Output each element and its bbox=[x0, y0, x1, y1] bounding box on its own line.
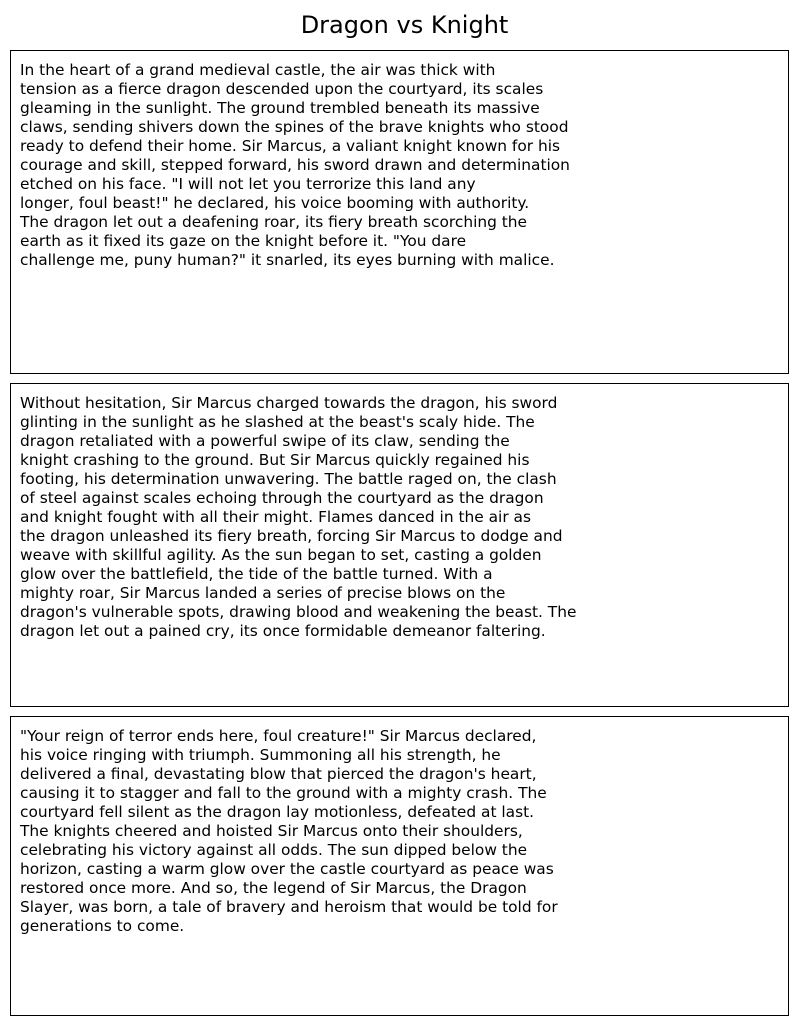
text-line: weave with skillful agility. As the sun began to set, casting a golden bbox=[20, 546, 542, 564]
text-line: dragon retaliated with a powerful swipe of its claw, sending the bbox=[20, 432, 510, 450]
text-line: The dragon let out a deafening roar, its fiery breath scorching the bbox=[20, 213, 528, 231]
text-line: ready to defend their home. Sir Marcus, a valiant knight known for his bbox=[20, 137, 561, 155]
panel-1-text bbox=[20, 61, 570, 270]
panel-2-text bbox=[20, 394, 576, 641]
text-line: glinting in the sunlight as he slashed at the beast's scaly hide. The bbox=[20, 413, 535, 431]
text-line: generations to come. bbox=[20, 917, 185, 935]
text-line: Slayer, was born, a tale of bravery and heroism that would be told for bbox=[20, 898, 558, 916]
text-line: dragon let out a pained cry, its once formidable demeanor faltering. bbox=[20, 622, 546, 640]
text-line: earth as it fixed its gaze on the knight before it. "You dare bbox=[20, 232, 467, 250]
text-line: tension as a fierce dragon descended upon the courtyard, its scales bbox=[20, 80, 544, 98]
text-line: of steel against scales echoing through the courtyard as the dragon bbox=[20, 489, 544, 507]
panel-3-text bbox=[20, 727, 558, 936]
text-line: The knights cheered and hoisted Sir Marcus onto their shoulders, bbox=[20, 822, 523, 840]
text-line: longer, foul beast!" he declared, his voice booming with authority. bbox=[20, 194, 530, 212]
text-line: delivered a final, devastating blow that pierced the dragon's heart, bbox=[20, 765, 537, 783]
text-line: courtyard fell silent as the dragon lay motionless, defeated at last. bbox=[20, 803, 535, 821]
text-line: mighty roar, Sir Marcus landed a series of precise blows on the bbox=[20, 584, 506, 602]
text-line: dragon's vulnerable spots, drawing blood and weakening the beast. The bbox=[20, 603, 577, 621]
text-line: footing, his determination unwavering. The battle raged on, the clash bbox=[20, 470, 557, 488]
text-line: courage and skill, stepped forward, his sword drawn and determination bbox=[20, 156, 570, 174]
text-line: glow over the battlefield, the tide of the battle turned. With a bbox=[20, 565, 493, 583]
text-line: In the heart of a grand medieval castle, the air was thick with bbox=[20, 61, 496, 79]
text-line: celebrating his victory against all odds. The sun dipped below the bbox=[20, 841, 528, 859]
text-line: "Your reign of terror ends here, foul creature!" Sir Marcus declared, bbox=[20, 727, 537, 745]
text-line: his voice ringing with triumph. Summoning all his strength, he bbox=[20, 746, 501, 764]
text-line: knight crashing to the ground. But Sir Marcus quickly regained his bbox=[20, 451, 530, 469]
text-line: horizon, casting a warm glow over the castle courtyard as peace was bbox=[20, 860, 554, 878]
text-line: causing it to stagger and fall to the ground with a mighty crash. The bbox=[20, 784, 547, 802]
story-panel-2 bbox=[10, 383, 789, 707]
page-title: Dragon vs Knight bbox=[300, 11, 509, 39]
text-line: claws, sending shivers down the spines of the brave knights who stood bbox=[20, 118, 569, 136]
story-panel-1 bbox=[10, 50, 789, 374]
text-line: challenge me, puny human?" it snarled, its eyes burning with malice. bbox=[20, 251, 555, 269]
text-line: and knight fought with all their might. Flames danced in the air as bbox=[20, 508, 531, 526]
text-line: Without hesitation, Sir Marcus charged towards the dragon, his sword bbox=[20, 394, 558, 412]
text-line: restored once more. And so, the legend of Sir Marcus, the Dragon bbox=[20, 879, 527, 897]
story-panel-3 bbox=[10, 716, 789, 1016]
text-line: gleaming in the sunlight. The ground trembled beneath its massive bbox=[20, 99, 540, 117]
text-line: the dragon unleashed its fiery breath, forcing Sir Marcus to dodge and bbox=[20, 527, 563, 545]
text-line: etched on his face. "I will not let you terrorize this land any bbox=[20, 175, 476, 193]
